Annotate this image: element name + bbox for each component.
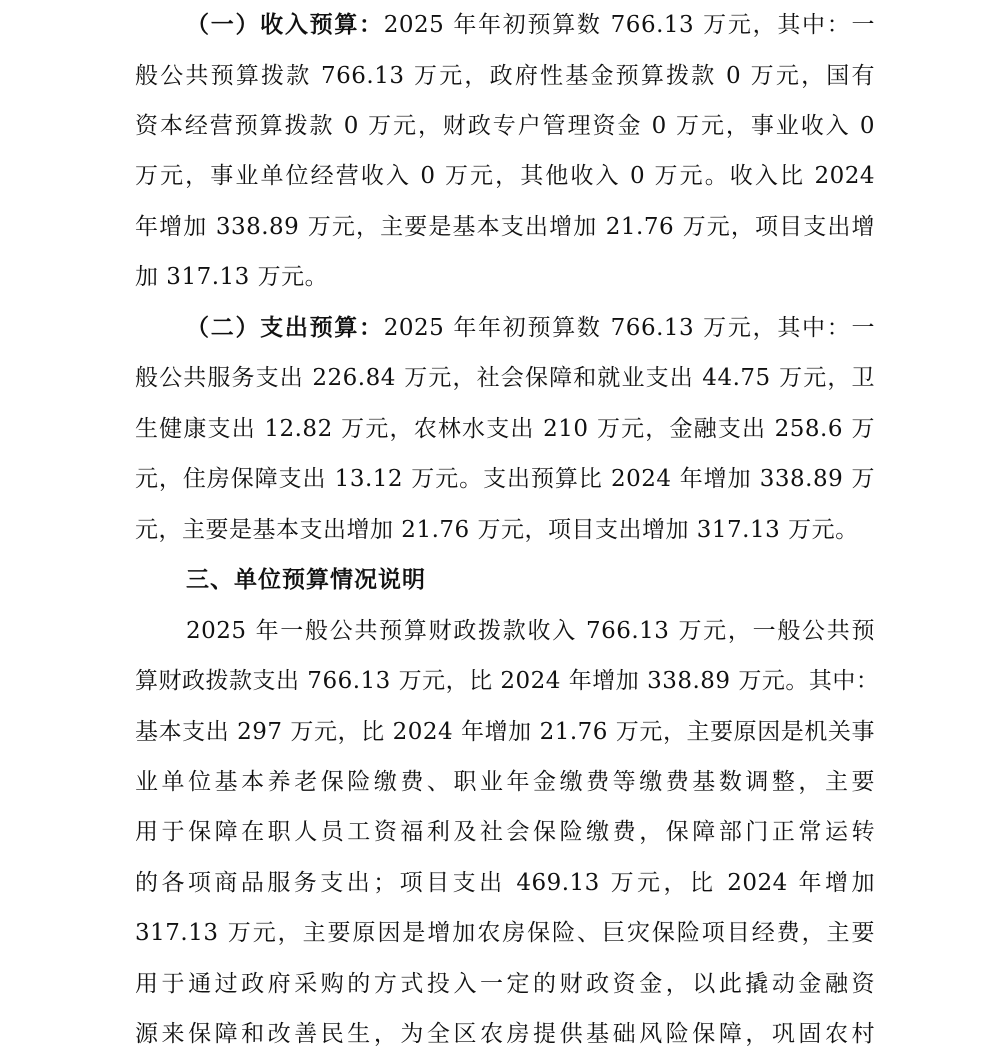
income-line-4: 万元，事业单位经营收入 0 万元，其他收入 0 万元。收入比 2024 (135, 163, 875, 189)
income-line-5: 年增加 338.89 万元，主要是基本支出增加 21.76 万元，项目支出增 (135, 214, 875, 240)
income-label: （一）收入预算： (186, 11, 384, 38)
expense-label: （二）支出预算： (186, 314, 384, 341)
section-three-line-5: 用于保障在职人员工资福利及社会保险缴费，保障部门正常运转 (135, 819, 875, 845)
expense-line-3: 生健康支出 12.82 万元，农林水支出 210 万元，金融支出 258.6 万 (135, 416, 875, 442)
section-three-line-7: 317.13 万元，主要原因是增加农房保险、巨灾保险项目经费，主要 (135, 920, 875, 946)
section-three-heading: 三、单位预算情况说明 (186, 567, 426, 593)
income-line-6: 加 317.13 万元。 (135, 264, 329, 290)
section-three-line-2: 算财政拨款支出 766.13 万元，比 2024 年增加 338.89 万元。其中： (135, 668, 880, 694)
income-line-3: 资本经营预算拨款 0 万元，财政专户管理资金 0 万元，事业收入 0 (135, 113, 875, 139)
section-three-line-3: 基本支出 297 万元，比 2024 年增加 21.76 万元，主要原因是机关事 (135, 719, 875, 745)
expense-line-4: 元，住房保障支出 13.12 万元。支出预算比 2024 年增加 338.89 万 (135, 466, 875, 492)
income-line-1 (186, 5, 875, 45)
section-three-line-9: 源来保障和改善民生，为全区农房提供基础风险保障，巩固农村 (135, 1021, 875, 1047)
section-three-line-4: 业单位基本养老保险缴费、职业年金缴费等缴费基数调整，主要 (135, 769, 875, 795)
expense-line-2: 般公共服务支出 226.84 万元，社会保障和就业支出 44.75 万元，卫 (135, 365, 875, 391)
section-three-line-1: 2025 年一般公共预算财政拨款收入 766.13 万元，一般公共预 (186, 618, 875, 644)
expense-line-5: 元，主要是基本支出增加 21.76 万元，项目支出增加 317.13 万元。 (135, 517, 859, 543)
expense-line-1 (186, 308, 875, 348)
expense-text-1: 2025 年年初预算数 766.13 万元，其中：一 (383, 315, 876, 341)
income-line-2: 般公共预算拨款 766.13 万元，政府性基金预算拨款 0 万元，国有 (135, 63, 875, 89)
section-three-line-6: 的各项商品服务支出；项目支出 469.13 万元，比 2024 年增加 (135, 870, 875, 896)
section-three-line-8: 用于通过政府采购的方式投入一定的财政资金，以此撬动金融资 (135, 971, 875, 997)
income-text-1: 2025 年年初预算数 766.13 万元，其中：一 (383, 12, 876, 38)
